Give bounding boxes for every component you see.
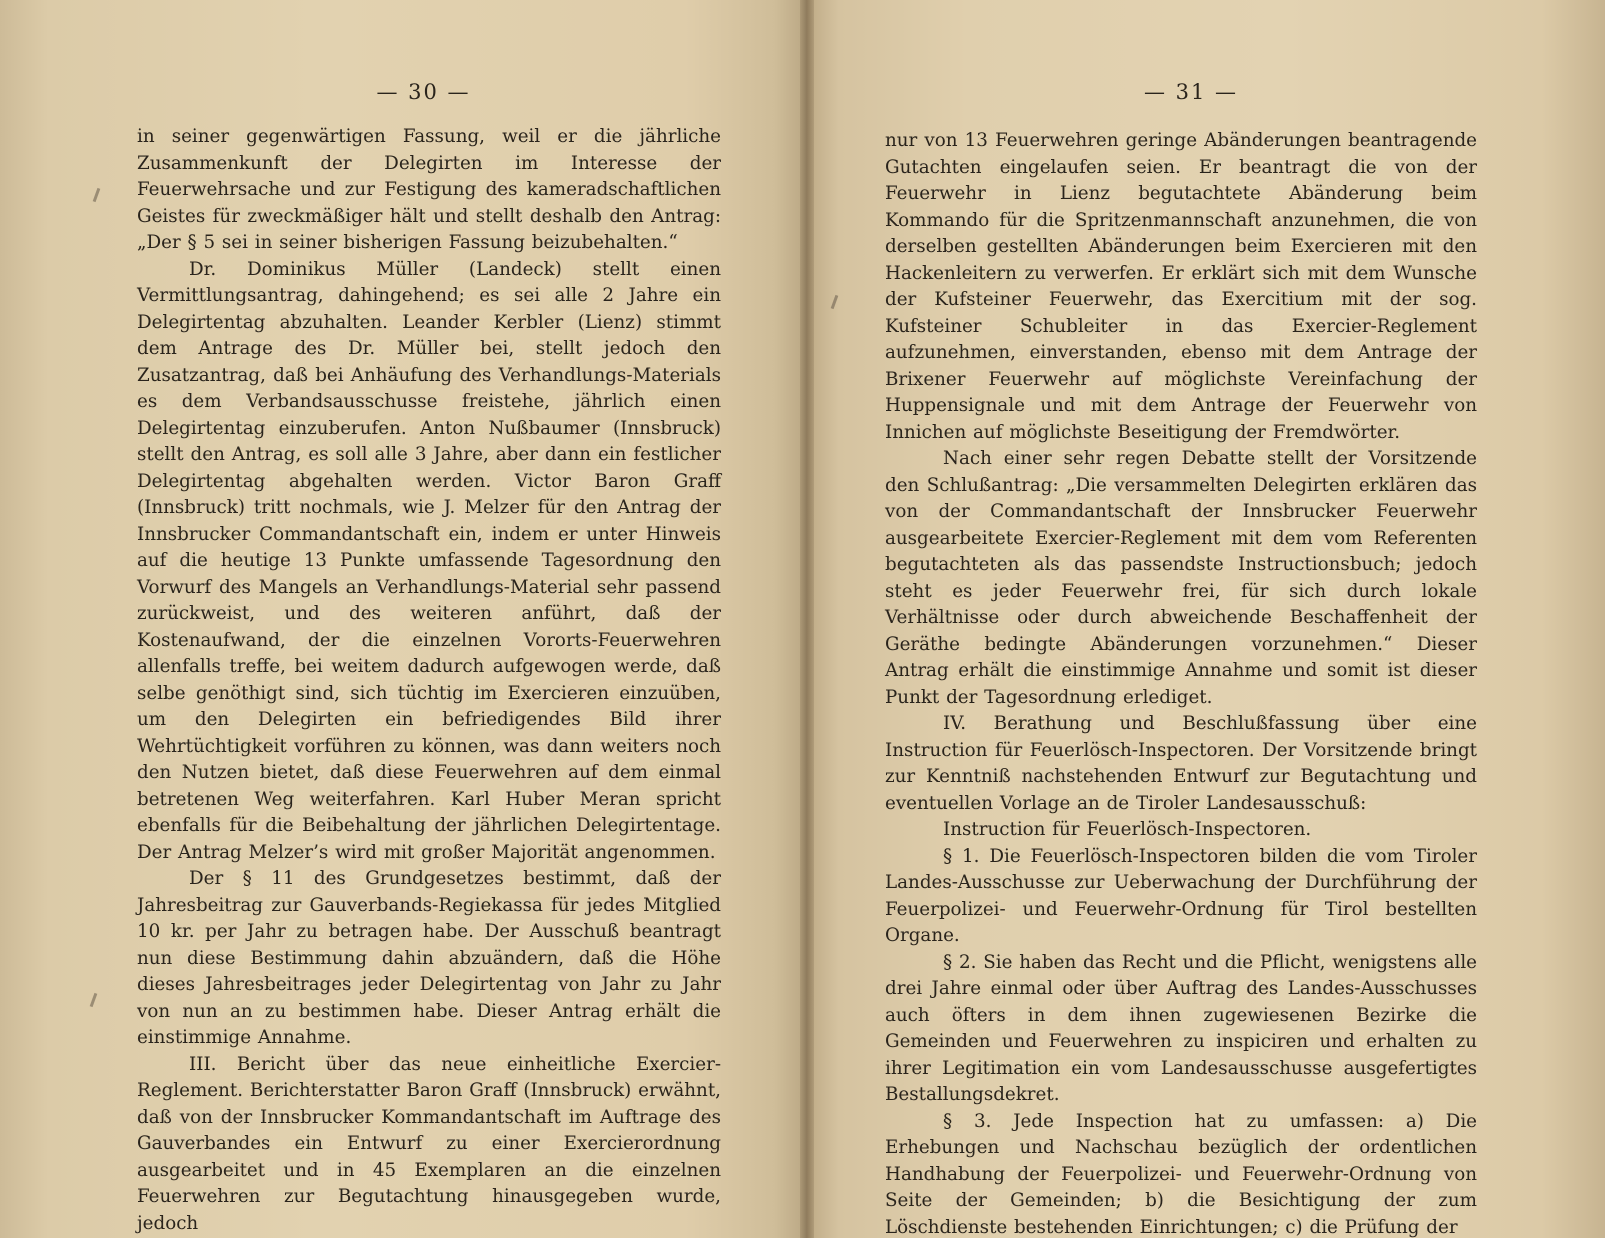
right-page xyxy=(807,0,1605,1238)
margin-mark xyxy=(93,188,101,202)
book-gutter xyxy=(800,0,814,1238)
paragraph: § 2. Sie haben das Recht und die Pflicht, wenigstens alle drei Jahre einmal oder über Auftrag des Landes-Ausschusses auch öfters in dem ihnen zugewiesenen Bezirke die Gemeinden und Feuerwehren zu inspiciren und erhalten zu ihrer Legitimation ein vom Landesausschusse ausgefertigtes Bestallungsdekret. xyxy=(885,951,1477,1105)
page-body xyxy=(137,124,721,1237)
page-number: — 30 — xyxy=(376,80,471,104)
margin-mark xyxy=(831,295,839,309)
margin-mark xyxy=(90,993,98,1007)
paragraph: Der § 11 des Grundgesetzes bestimmt, daß der Jahresbeitrag zur Gauverbands-Regiekassa für jedes Mitglied 10 kr. per Jahr zu betragen habe. Der Ausschuß beantragt nun diese Bestimmung dahin abzuändern, daß die Höhe dieses Jahresbeitrages jeder Delegirtentag von Jahr zu Jahr von nun an zu bestimmen habe. Dieser Antrag erhält die einstimmige Annahme. xyxy=(137,868,721,1048)
paragraph: nur von 13 Feuerwehren geringe Abänderungen beantragende Gutachten eingelaufen seien. Er beantragt die von der Feuerwehr in Lienz begutachtete Abänderung beim Kommando für die Spritzenmannschaft anzunehmen, die von derselben gestellten Abänderungen beim Exercieren mit den Hackenleitern zu verwerfen. Er erklärt sich mit dem Wunsche der Kufsteiner Feuerwehr, das Exercitium mit der sog. Kufsteiner Schubleiter in das Exercier-Reglement aufzunehmen, einverstanden, ebenso mit dem Antrage der Brixener Feuerwehr auf möglichste Vereinfachung der Huppensignale und mit dem Antrage der Feuerwehr von Innichen auf möglichste Beseitigung der Fremdwörter. xyxy=(885,130,1477,443)
paragraph: III. Bericht über das neue einheitliche Exercier-Reglement. Berichterstatter Baron Graff (Innsbruck) erwähnt, daß von der Innsbrucker Kommandantschaft im Auftrage des Gauverbandes ein Entwurf zu einer Exercierordnung ausgearbeitet und in 45 Exemplaren an die einzelnen Feuerwehren zur Begutachtung hinausgegeben wurde, jedoch xyxy=(137,1053,721,1234)
paragraph: § 1. Die Feuerlösch-Inspectoren bilden die vom Tiroler Landes-Ausschusse zur Ueberwachung der Durchführung der Feuerpolizei- und Feuerwehr-Ordnung für Tirol bestellten Organe. xyxy=(885,845,1477,946)
page-body xyxy=(885,128,1477,1238)
paragraph: Dr. Dominikus Müller (Landeck) stellt einen Vermittlungsantrag, dahingehend; es sei alle 2 Jahre ein Delegirtentag abzuhalten. Leander Kerbler (Lienz) stimmt dem Antrage des Dr. Müller bei, stellt jedoch den Zusatzantrag, daß bei Anhäufung des Verhandlungs-Materials es dem Verbandsausschusse freistehe, jährlich einen Delegirtentag einzuberufen. Anton Nußbaumer (Innsbruck) stellt den Antrag, es soll alle 3 Jahre, aber dann ein festlicher Delegirtentag abgehalten werden. Victor Baron Graff (Innsbruck) tritt nochmals, wie J. Melzer für den Antrag der Innsbrucker Commandantschaft ein, indem er unter Hinweis auf die heutige 13 Punkte umfassende Tagesordnung den Vorwurf des Mangels an Verhandlungs-Material sehr passend zurückweist, und des weiteren anführt, daß der Kostenaufwand, der die einzelnen Vororts-Feuerwehren allenfalls treffe, bei weitem dadurch aufgewogen werde, daß selbe genöthigt sind, sich tüchtig im Exercieren einzuüben, um den Delegirten ein befriedigendes Bild ihrer Wehrtüchtigkeit vorführen zu können, was dann weiters noch den Nutzen bietet, daß diese Feuerwehren auf dem einmal betretenen Weg weiterfahren. Karl Huber Meran spricht ebenfalls für die Beibehaltung der jährlichen Delegirtentage. Der Antrag Melzer’s wird mit großer Majorität angenommen. xyxy=(137,258,721,863)
paragraph: IV. Berathung und Beschlußfassung über eine Instruction für Feuerlösch-Inspectoren. Der Vorsitzende bringt zur Kenntniß nachstehenden Entwurf zur Begutachtung und eventuellen Vorlage an de Tiroler Landesausschuß: xyxy=(885,713,1477,814)
paragraph: in seiner gegenwärtigen Fassung, weil er die jährliche Zusammenkunft der Delegirten im Interesse der Feuerwehrsache und zur Festigung des kameradschaftlichen Geistes für zweckmäßiger hält und stellt deshalb den Antrag: „Der § 5 sei in seiner bisherigen Fassung beizubehalten.“ xyxy=(137,126,721,253)
page-number: — 31 — xyxy=(1143,80,1239,104)
paragraph: § 3. Jede Inspection hat zu umfassen: a) Die Erhebungen und Nachschau bezüglich der ordentlichen Handhabung der Feuerpolizei- und Feuerwehr-Ordnung von Seite der Gemeinden; b) die Besichtigung der zum Löschdienste bestehenden Einrichtungen; c) die Prüfung der xyxy=(885,1110,1477,1238)
paragraph: Nach einer sehr regen Debatte stellt der Vorsitzende den Schlußantrag: „Die versammelten Delegirten erklären das von der Commandantschaft der Innsbrucker Feuerwehr ausgearbeitete Exercier-Reglement mit dem vom Referenten begutachteten als das passendste Instructionsbuch; jedoch steht es jeder Feuerwehr frei, für sich durch lokale Verhältnisse oder durch abweichende Beschaffenheit der Geräthe bedingte Abänderungen vorzunehmen.“ Dieser Antrag erhält die einstimmige Annahme und somit ist dieser Punkt der Tagesordnung erlediget. xyxy=(885,448,1477,708)
section-heading: Instruction für Feuerlösch-Inspectoren. xyxy=(943,819,1312,840)
